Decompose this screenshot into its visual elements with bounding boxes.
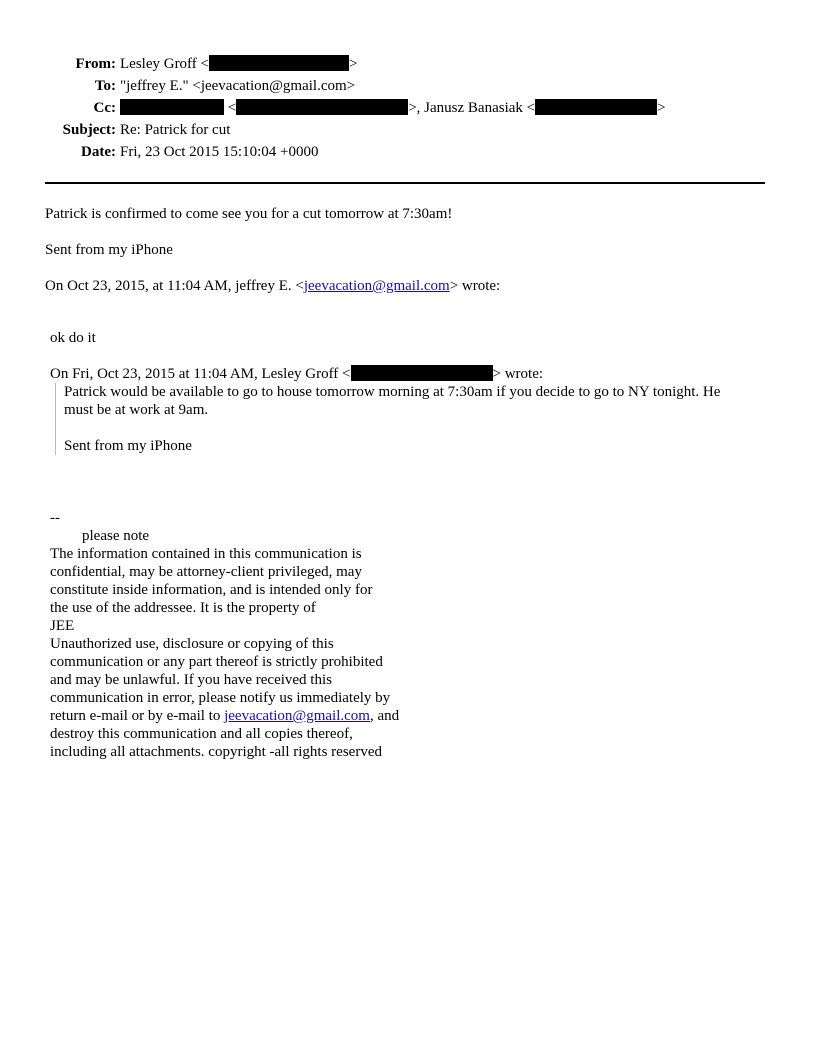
inner-intro-post: > wrote: <box>492 366 544 382</box>
redaction-box <box>209 55 349 71</box>
return-post: , and <box>369 708 400 724</box>
signature <box>50 509 399 761</box>
quote-intro-post: > wrote: <box>449 278 501 294</box>
to-row <box>45 75 666 97</box>
quoted-sent-from-iphone: Sent from my iPhone <box>64 438 192 454</box>
from-label: From: <box>75 56 116 72</box>
cc-value <box>120 97 666 119</box>
subject-value: Re: Patrick for cut <box>120 122 231 138</box>
disclaimer-line: including all attachments. copyright -all rights reserved <box>50 744 382 760</box>
header-divider <box>45 182 765 184</box>
cc-label: Cc: <box>93 100 116 116</box>
disclaimer-line: communication in error, please notify us immediately by <box>50 690 391 706</box>
disclaimer-line: the use of the addressee. It is the property of <box>50 600 316 616</box>
disclaimer-line: constitute inside information, and is intended only for <box>50 582 373 598</box>
quoted-line: must be at work at 9am. <box>64 402 209 418</box>
inner-quote-intro <box>50 365 543 383</box>
from-row <box>45 53 666 75</box>
from-name: Lesley Groff < <box>120 56 209 72</box>
redaction-box <box>535 99 657 115</box>
quoted-line: Patrick would be available to go to house tomorrow morning at 7:30am if you decide to go to NY tonight. He <box>64 384 721 400</box>
redaction-box <box>236 99 408 115</box>
date-row <box>45 141 666 163</box>
from-end: > <box>349 56 358 72</box>
blank-line <box>64 419 776 437</box>
quoted-message <box>55 383 776 455</box>
disclaimer-line-return <box>50 707 399 725</box>
redaction-box <box>351 365 493 381</box>
redaction-box <box>120 99 224 115</box>
cc-mid: < <box>224 100 237 116</box>
to-label: To: <box>94 78 116 94</box>
to-value: "jeffrey E." <jeevacation@gmail.com> <box>120 78 356 94</box>
disclaimer-line: JEE <box>50 618 75 634</box>
cc-end: > <box>657 100 666 116</box>
disclaimer-line: communication or any part thereof is strictly prohibited <box>50 654 383 670</box>
subject-label: Subject: <box>62 122 116 138</box>
date-value: Fri, 23 Oct 2015 15:10:04 +0000 <box>120 144 319 160</box>
body-sent-from-iphone: Sent from my iPhone <box>45 242 173 258</box>
email-link[interactable]: jeevacation@gmail.com <box>224 708 370 724</box>
from-value <box>120 53 666 75</box>
quote-intro <box>45 277 500 295</box>
cc-row <box>45 97 666 119</box>
inner-intro-pre: On Fri, Oct 23, 2015 at 11:04 AM, Lesley Groff < <box>50 366 351 382</box>
body-line-confirmed: Patrick is confirmed to come see you for a cut tomorrow at 7:30am! <box>45 206 453 222</box>
email-link[interactable]: jeevacation@gmail.com <box>303 278 450 294</box>
signature-note: please note <box>82 528 150 544</box>
disclaimer-line: Unauthorized use, disclosure or copying of this <box>50 636 334 652</box>
cc-name2: >, Janusz Banasiak < <box>408 100 536 116</box>
disclaimer-line: and may be unlawful. If you have received this <box>50 672 332 688</box>
return-pre: return e-mail or by e-mail to <box>50 708 225 724</box>
date-label: Date: <box>81 144 116 160</box>
quote-intro-pre: On Oct 23, 2015, at 11:04 AM, jeffrey E. < <box>45 278 304 294</box>
reply-text: ok do it <box>50 330 96 346</box>
email-header <box>45 53 666 163</box>
signature-dashes: -- <box>50 510 60 526</box>
disclaimer-line: confidential, may be attorney-client privileged, may <box>50 564 362 580</box>
disclaimer-line: destroy this communication and all copies thereof, <box>50 726 353 742</box>
disclaimer-line: The information contained in this communication is <box>50 546 362 562</box>
subject-row <box>45 119 666 141</box>
